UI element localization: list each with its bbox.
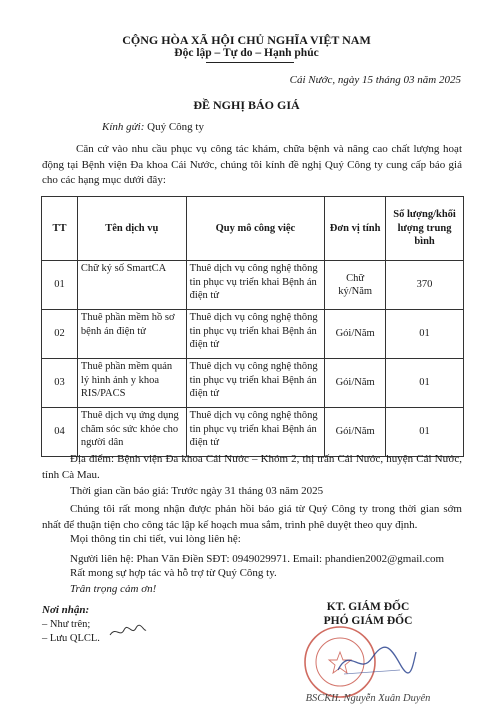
recipient-item: – Lưu QLCL.: [42, 633, 100, 644]
greeting: [102, 121, 204, 133]
cell-qty: 370: [386, 261, 464, 310]
thanks-line: Trân trọng cảm ơn!: [70, 583, 157, 595]
header-service: Tên dịch vụ: [77, 197, 186, 261]
intro-paragraph: Căn cứ vào nhu cầu phục vụ công tác khám, chữa bệnh và nâng cao chất lượng hoạt động tại Bệnh viện Đa khoa Cái Nước, chúng tôi kính đề nghị Quý Công ty cung cấp báo giá cho các hạng mục dưới đây:: [42, 143, 462, 186]
handwritten-signature: [330, 640, 420, 680]
table-header-row: [42, 197, 464, 261]
cell-service: Thuê phần mềm hồ sơ bệnh án điện tử: [77, 310, 186, 359]
cell-service: Thuê dịch vụ ứng dụng chăm sóc sức khỏe cho người dân: [77, 408, 186, 457]
table-row: [42, 310, 464, 359]
cell-service: Thuê phần mềm quản lý hình ảnh y khoa RIS/PACS: [77, 359, 186, 408]
contact-block: [70, 552, 444, 580]
signature-title-1: KT. GIÁM ĐỐC: [326, 601, 410, 613]
recipient-item: – Như trên;: [42, 619, 91, 630]
greeting-value: Quý Công ty: [147, 121, 204, 133]
cell-tt: 02: [42, 310, 78, 359]
date-line: Cái Nước, ngày 15 tháng 03 năm 2025: [289, 74, 461, 86]
location-paragraph: Địa điểm: Bệnh viện Đa khoa Cái Nước – Khóm 2, thị trấn Cái Nước, huyện Cái Nước, tỉnh Cà Mau.: [42, 453, 462, 481]
cell-unit: Gói/Năm: [325, 359, 386, 408]
cell-tt: 01: [42, 261, 78, 310]
table-row: [42, 408, 464, 457]
cell-scope: Thuê dịch vụ công nghệ thông tin phục vụ triển khai Bệnh án điện tử: [186, 408, 325, 457]
table-row: [42, 359, 464, 408]
cell-unit: Chữ ký/Năm: [325, 261, 386, 310]
header-scope: Quy mô công việc: [186, 197, 325, 261]
recipients-title: Nơi nhận:: [42, 604, 90, 616]
info-line: Mọi thông tin chi tiết, vui lòng liên hệ:: [70, 533, 241, 545]
cell-unit: Gói/Năm: [325, 408, 386, 457]
cell-qty: 01: [386, 359, 464, 408]
cell-scope: Thuê dịch vụ công nghệ thông tin phục vụ triển khai Bệnh án điện tử: [186, 310, 325, 359]
signer-name: BSCKII. Nguyễn Xuân Duyên: [305, 693, 431, 704]
header-unit: Đơn vị tính: [325, 197, 386, 261]
national-title: CỘNG HÒA XÃ HỘI CHỦ NGHĨA VIỆT NAM: [122, 33, 371, 47]
service-table: [41, 196, 464, 457]
cell-scope: Thuê dịch vụ công nghệ thông tin phục vụ triển khai Bệnh án điện tử: [186, 261, 325, 310]
document-title: ĐỀ NGHỊ BÁO GIÁ: [193, 98, 300, 112]
deadline-line: Thời gian cần báo giá: Trước ngày 31 tháng 03 năm 2025: [70, 485, 324, 497]
signature-title-2: PHÓ GIÁM ĐỐC: [323, 615, 413, 627]
cell-service: Chữ ký số SmartCA: [77, 261, 186, 310]
greeting-label: Kính gửi:: [102, 121, 145, 133]
table-row: [42, 261, 464, 310]
cell-scope: Thuê dịch vụ công nghệ thông tin phục vụ triển khai Bệnh án điện tử: [186, 359, 325, 408]
response-paragraph: Chúng tôi rất mong nhận được phản hồi báo giá từ Quý Công ty trong thời gian sớm nhất để thuận tiện cho công tác lập kế hoạch mua sắm, trình phê duyệt theo quy định.: [42, 503, 462, 531]
cell-qty: 01: [386, 310, 464, 359]
support-line: Rất mong sự hợp tác và hỗ trợ từ Quý Công ty.: [70, 567, 277, 579]
cell-qty: 01: [386, 408, 464, 457]
contact-line: Người liên hệ: Phan Văn Điền SĐT: 0949029971. Email: phandien2002@gmail.com: [70, 553, 445, 565]
cell-tt: 03: [42, 359, 78, 408]
motto-underline: [206, 62, 294, 63]
header-tt: TT: [42, 197, 78, 261]
national-motto: Độc lập – Tự do – Hạnh phúc: [174, 47, 319, 59]
cell-tt: 04: [42, 408, 78, 457]
cell-unit: Gói/Năm: [325, 310, 386, 359]
header-qty: Số lượng/khối lượng trung bình: [386, 197, 464, 261]
initials-scribble: [108, 622, 148, 640]
